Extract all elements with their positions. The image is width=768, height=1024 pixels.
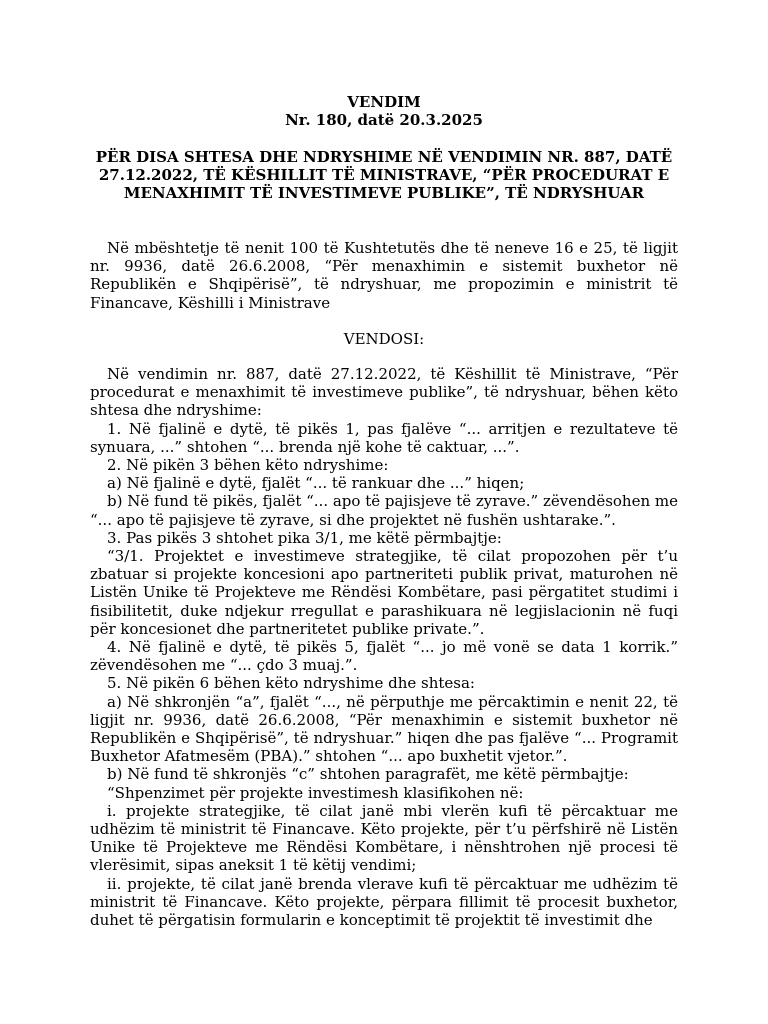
decision-body [90,365,678,929]
decision-title: VENDIM [347,93,421,111]
body-paragraph: a) Në shkronjën “a”, fjalët “..., në përputhje me përcaktimin e nenit 22, të ligjit nr. 9936, datë 26.6.2008, “Për menaxhimin e sistemit buxhetor në Republikën e Shqipërisë”, të ndryshuar.” hiqen dhe pas fjalëve “... Programit Buxhetor Afatmesëm (PBA).” shtohen “... apo buxhetit vjetor.”. [90,692,678,766]
decision-subject: PËR DISA SHTESA DHE NDRYSHIME NË VENDIMIN NR. 887, DATË 27.12.2022, TË KËSHILLIT TË MINISTRAVE, “PËR PROCEDURAT E MENAXHIMIT TË INVESTIMEVE PUBLIKE”, TË NDRYSHUAR [95,148,673,203]
body-paragraph: 1. Në fjalinë e dytë, të pikës 1, pas fjalëve “... arritjen e rezultateve të synuara, ...” shtohen “... brenda një kohe të caktuar, ...”. [90,419,678,456]
body-paragraph: b) Në fund të pikës, fjalët “... apo të pajisjeve të zyrave.” zëvendësohen me “... apo të pajisjeve të zyrave, si dhe projektet në fushën ushtarake.”. [90,492,679,529]
body-paragraph: “3/1. Projektet e investimeve strategjike, të cilat propozohen për t’u zbatuar si projekte koncesioni apo partneriteti publik privat, maturohen në Listën Unike të Projekteve me Rëndësi Kombëtare, pasi përgatitet studimi i fisibilitetit, duke ndjekur rregullat e parashikuara në legjislacionin në fuqi për koncesionet dhe partneritetet publike private.”. [90,547,678,638]
body-paragraph: “Shpenzimet për projekte investimesh klasifikohen në: [107,783,524,802]
body-paragraph: 2. Në pikën 3 bëhen këto ndryshime: [107,456,389,475]
body-paragraph: i. projekte strategjike, të cilat janë mbi vlerën kufi të përcaktuar me udhëzim të ministrit të Financave. Këto projekte, për t’u përfshirë në Listën Unike të Projekteve me Rëndësi Kombëtare, i nënshtrohen një procesi të vlerësimit, sipas aneksit 1 të këtij vendimi; [90,801,678,875]
preamble-paragraph: Në mbështetje të nenit 100 të Kushtetutës dhe të neneve 16 e 25, të ligjit nr. 9936, datë 26.6.2008, “Për menaxhimin e sistemit buxhetor në Republikën e Shqipërisë”, të ndryshuar, me propozimin e ministrit të Financave, Këshilli i Ministrave [90,239,678,312]
body-paragraph: 3. Pas pikës 3 shtohet pika 3/1, me këtë përmbajtje: [107,528,502,547]
body-paragraph: ii. projekte, të cilat janë brenda vlerave kufi të përcaktuar me udhëzim të ministrit të Financave. Këto projekte, përpara fillimit të procesit buxhetor, duhet të përgatisin formularin e konceptimit të projektit të investimit dhe [90,874,678,930]
body-paragraph: a) Në fjalinë e dytë, fjalët “... të rankuar dhe ...” hiqen; [107,474,525,493]
decides-heading: VENDOSI: [343,330,425,348]
decision-number-date: Nr. 180, datë 20.3.2025 [285,111,483,129]
body-paragraph: b) Në fund të shkronjës “c” shtohen paragrafët, me këtë përmbajtje: [107,765,629,784]
body-paragraph: Në vendimin nr. 887, datë 27.12.2022, të Këshillit të Ministrave, “Për procedurat e menaxhimit të investimeve publike”, të ndryshuar, bëhen këto shtesa dhe ndryshime: [90,365,678,420]
body-paragraph: 4. Në fjalinë e dytë, të pikës 5, fjalët “... jo më vonë se data 1 korrik.” zëvendësohen me “... çdo 3 muaj.”. [90,638,678,675]
body-paragraph: 5. Në pikën 6 bëhen këto ndryshime dhe shtesa: [107,674,475,693]
